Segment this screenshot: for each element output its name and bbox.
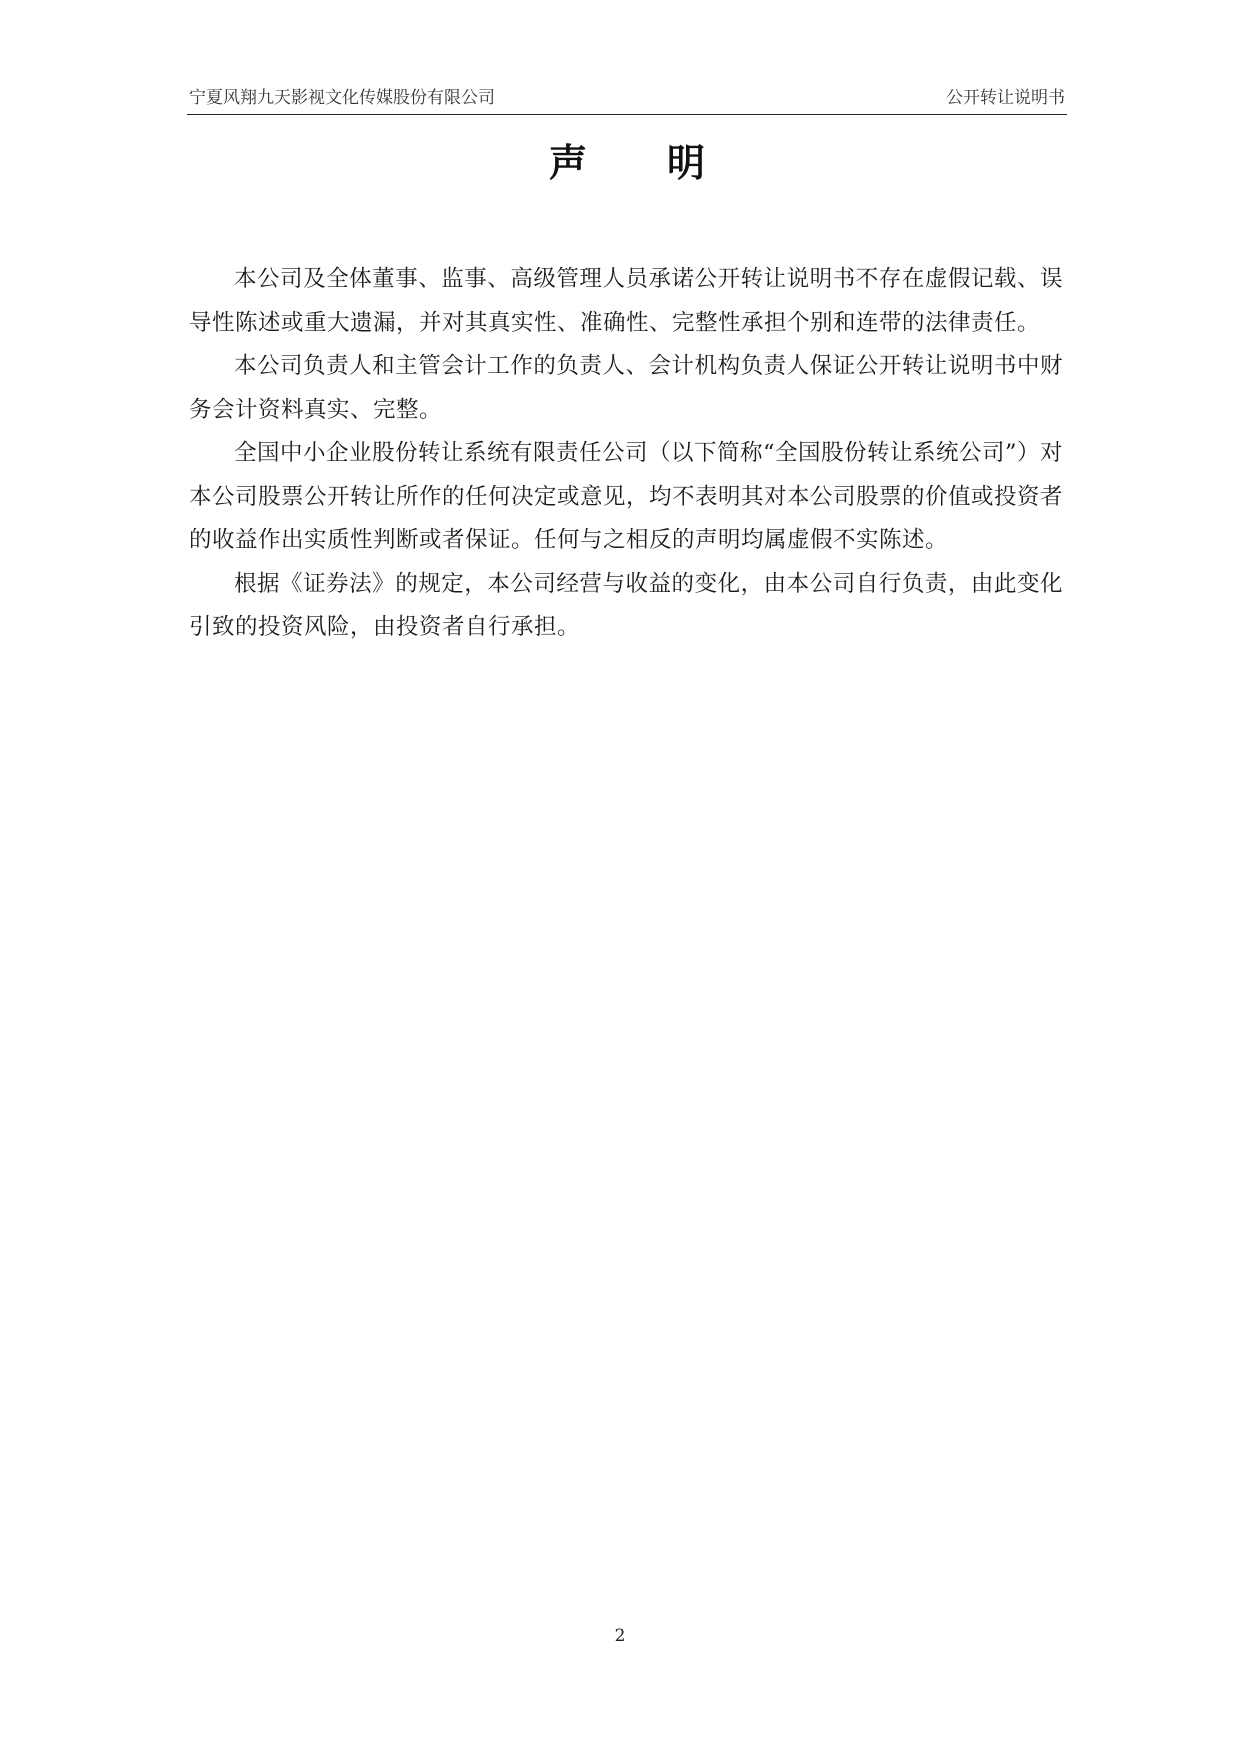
paragraph-4: 根据《证券法》的规定，本公司经营与收益的变化，由本公司自行负责，由此变化引致的投资风险，由投资者自行承担。: [189, 570, 1063, 640]
paragraph-1: 本公司及全体董事、监事、高级管理人员承诺公开转让说明书不存在虚假记载、误导性陈述或重大遗漏，并对其真实性、准确性、完整性承担个别和连带的法律责任。: [189, 266, 1063, 336]
declaration-body: [189, 258, 1063, 650]
title-char-1: 声: [548, 141, 587, 185]
header-company-name: 宁夏风翔九天影视文化传媒股份有限公司: [189, 88, 495, 108]
header-document-type: 公开转让说明书: [946, 88, 1065, 108]
page-title: [187, 138, 1067, 188]
paragraph-3: 全国中小企业股份转让系统有限责任公司（以下简称“全国股份转让系统公司”）对本公司股票公开转让所作的任何决定或意见，均不表明其对本公司股票的价值或投资者的收益作出实质性判断或者保证。任何与之相反的声明均属虚假不实陈述。: [189, 440, 1064, 553]
page-header: [187, 86, 1067, 115]
title-char-2: 明: [667, 141, 706, 185]
page-number: 2: [614, 1626, 626, 1646]
paragraph-2: 本公司负责人和主管会计工作的负责人、会计机构负责人保证公开转让说明书中财务会计资料真实、完整。: [189, 353, 1063, 423]
